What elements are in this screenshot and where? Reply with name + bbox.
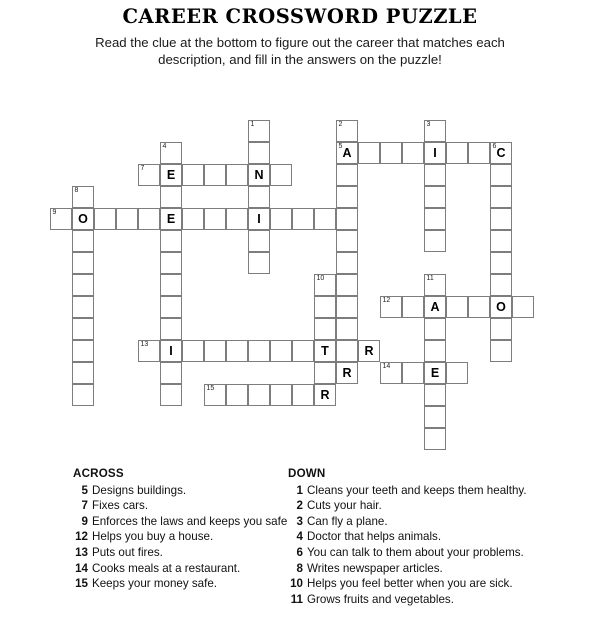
crossword-cell[interactable] bbox=[336, 296, 358, 318]
crossword-cell[interactable] bbox=[424, 384, 446, 406]
crossword-cell[interactable] bbox=[336, 252, 358, 274]
crossword-cell[interactable] bbox=[314, 362, 336, 384]
crossword-cell[interactable] bbox=[160, 142, 182, 164]
crossword-cell[interactable] bbox=[160, 208, 182, 230]
clue-text: Doctor that helps animals. bbox=[307, 530, 442, 544]
crossword-cell[interactable] bbox=[424, 318, 446, 340]
crossword-cell[interactable] bbox=[424, 230, 446, 252]
clue-text: Keeps your money safe. bbox=[92, 577, 218, 591]
crossword-cell[interactable] bbox=[402, 142, 424, 164]
clue-item[interactable] bbox=[288, 592, 568, 608]
cell-letter: E bbox=[430, 366, 440, 380]
clue-number: 10 bbox=[290, 577, 303, 591]
crossword-cell[interactable] bbox=[446, 142, 468, 164]
crossword-cell[interactable] bbox=[424, 406, 446, 428]
cell-letter: O bbox=[78, 212, 88, 226]
crossword-cell[interactable] bbox=[182, 164, 204, 186]
crossword-cell[interactable] bbox=[446, 362, 468, 384]
across-heading: ACROSS bbox=[73, 467, 124, 480]
crossword-cell[interactable] bbox=[248, 142, 270, 164]
clue-number: 7 bbox=[81, 499, 88, 513]
crossword-cell[interactable] bbox=[270, 164, 292, 186]
clue-number: 4 bbox=[296, 530, 303, 544]
crossword-cell[interactable] bbox=[226, 384, 248, 406]
crossword-cell[interactable] bbox=[138, 340, 160, 362]
crossword-cell[interactable] bbox=[94, 208, 116, 230]
crossword-cell[interactable] bbox=[490, 142, 512, 164]
crossword-cell[interactable] bbox=[248, 164, 270, 186]
clue-item[interactable] bbox=[288, 561, 568, 577]
crossword-cell[interactable] bbox=[160, 318, 182, 340]
crossword-cell[interactable] bbox=[292, 340, 314, 362]
crossword-cell[interactable] bbox=[336, 230, 358, 252]
cell-letter: I bbox=[169, 344, 173, 358]
clue-text: Cuts your hair. bbox=[307, 499, 382, 513]
cell-number: 7 bbox=[140, 165, 145, 172]
clue-text: Helps you buy a house. bbox=[92, 530, 214, 544]
clue-number: 15 bbox=[75, 577, 88, 591]
clue-item[interactable] bbox=[288, 498, 568, 514]
crossword-cell[interactable] bbox=[248, 340, 270, 362]
cell-number: 2 bbox=[338, 121, 343, 128]
cell-letter: A bbox=[430, 300, 440, 314]
crossword-cell[interactable] bbox=[380, 362, 402, 384]
crossword-cell[interactable] bbox=[160, 340, 182, 362]
crossword-cell[interactable] bbox=[204, 208, 226, 230]
clue-text: Enforces the laws and keeps you safe bbox=[92, 514, 288, 528]
crossword-cell[interactable] bbox=[424, 186, 446, 208]
crossword-cell[interactable] bbox=[182, 340, 204, 362]
instructions-text: Read the clue at the bottom to figure out the career that matches each description, and fill in the answers on the puzzle! bbox=[95, 35, 505, 67]
across-clue-list bbox=[73, 483, 288, 592]
crossword-cell[interactable] bbox=[336, 142, 358, 164]
crossword-cell[interactable] bbox=[270, 208, 292, 230]
crossword-cell[interactable] bbox=[314, 208, 336, 230]
crossword-cell[interactable] bbox=[72, 274, 94, 296]
crossword-cell[interactable] bbox=[490, 252, 512, 274]
crossword-cell[interactable] bbox=[314, 384, 336, 406]
crossword-cell[interactable] bbox=[314, 340, 336, 362]
cell-letter: E bbox=[166, 168, 176, 182]
clue-text: Writes newspaper articles. bbox=[307, 561, 443, 575]
crossword-cell[interactable] bbox=[50, 208, 72, 230]
clue-number: 8 bbox=[296, 561, 303, 575]
crossword-cell[interactable] bbox=[358, 340, 380, 362]
cell-number: 13 bbox=[140, 341, 149, 348]
clue-number: 1 bbox=[296, 483, 303, 497]
cell-number: 15 bbox=[206, 385, 215, 392]
clue-item[interactable] bbox=[73, 483, 288, 499]
crossword-cell[interactable] bbox=[490, 164, 512, 186]
clue-item[interactable] bbox=[73, 514, 288, 530]
clue-number: 11 bbox=[290, 592, 303, 606]
crossword-cell[interactable] bbox=[248, 230, 270, 252]
crossword-cell[interactable] bbox=[358, 142, 380, 164]
crossword-cell[interactable] bbox=[402, 296, 424, 318]
clue-number: 6 bbox=[296, 545, 303, 559]
cell-letter: I bbox=[433, 146, 437, 160]
clue-text: Fixes cars. bbox=[92, 499, 149, 513]
crossword-cell[interactable] bbox=[72, 230, 94, 252]
puzzle-header bbox=[0, 0, 600, 68]
down-clues-column bbox=[288, 466, 568, 607]
crossword-cell[interactable] bbox=[468, 296, 490, 318]
crossword-cell[interactable] bbox=[72, 362, 94, 384]
crossword-cell[interactable] bbox=[72, 186, 94, 208]
cell-letter: A bbox=[342, 146, 352, 160]
crossword-cell[interactable] bbox=[424, 362, 446, 384]
crossword-cell[interactable] bbox=[270, 340, 292, 362]
crossword-cell[interactable] bbox=[490, 186, 512, 208]
crossword-cell[interactable] bbox=[424, 208, 446, 230]
crossword-cell[interactable] bbox=[138, 164, 160, 186]
crossword-cell[interactable] bbox=[490, 340, 512, 362]
crossword-cell[interactable] bbox=[380, 296, 402, 318]
crossword-cell[interactable] bbox=[160, 362, 182, 384]
cell-number: 6 bbox=[492, 143, 497, 150]
cell-letter: O bbox=[496, 300, 506, 314]
crossword-cell[interactable] bbox=[160, 274, 182, 296]
crossword-cell[interactable] bbox=[292, 208, 314, 230]
down-clue-list bbox=[288, 483, 568, 608]
cell-number: 3 bbox=[426, 121, 431, 128]
crossword-cell[interactable] bbox=[226, 164, 248, 186]
crossword-cell[interactable] bbox=[336, 186, 358, 208]
crossword-cell[interactable] bbox=[336, 164, 358, 186]
crossword-cell[interactable] bbox=[314, 318, 336, 340]
crossword-cell[interactable] bbox=[424, 274, 446, 296]
crossword-cell[interactable] bbox=[336, 318, 358, 340]
clue-item[interactable] bbox=[288, 514, 568, 530]
crossword-cell[interactable] bbox=[72, 384, 94, 406]
clue-text: Designs buildings. bbox=[92, 483, 187, 497]
crossword-cell[interactable] bbox=[116, 208, 138, 230]
clue-number: 2 bbox=[296, 499, 303, 513]
crossword-cell[interactable] bbox=[402, 362, 424, 384]
crossword-cell[interactable] bbox=[72, 208, 94, 230]
clue-item[interactable] bbox=[288, 576, 568, 592]
cell-number: 12 bbox=[382, 297, 391, 304]
clue-number: 12 bbox=[75, 530, 88, 544]
cell-number: 10 bbox=[316, 275, 325, 282]
clue-text: Cleans your teeth and keeps them healthy. bbox=[307, 483, 527, 497]
crossword-cell[interactable] bbox=[226, 208, 248, 230]
cell-letter: T bbox=[321, 344, 329, 358]
crossword-cell[interactable] bbox=[72, 340, 94, 362]
clue-text: Helps you feel better when you are sick. bbox=[307, 577, 513, 591]
cell-letter: R bbox=[320, 388, 330, 402]
crossword-cell[interactable] bbox=[336, 120, 358, 142]
crossword-cell[interactable] bbox=[160, 252, 182, 274]
cell-letter: C bbox=[496, 146, 506, 160]
cell-letter: R bbox=[342, 366, 352, 380]
clue-item[interactable] bbox=[73, 561, 288, 577]
crossword-cell[interactable] bbox=[204, 164, 226, 186]
crossword-cell[interactable] bbox=[72, 296, 94, 318]
crossword-cell[interactable] bbox=[336, 362, 358, 384]
crossword-cell[interactable] bbox=[490, 230, 512, 252]
crossword-cell[interactable] bbox=[446, 296, 468, 318]
across-clues-column bbox=[73, 466, 288, 607]
crossword-cell[interactable] bbox=[160, 186, 182, 208]
crossword-cell[interactable] bbox=[204, 384, 226, 406]
crossword-cell[interactable] bbox=[336, 274, 358, 296]
crossword-cell[interactable] bbox=[424, 296, 446, 318]
cell-number: 1 bbox=[250, 121, 255, 128]
clue-item[interactable] bbox=[288, 545, 568, 561]
cell-letter: E bbox=[166, 212, 176, 226]
crossword-grid[interactable] bbox=[0, 110, 600, 430]
crossword-cell[interactable] bbox=[468, 142, 490, 164]
clue-item[interactable] bbox=[288, 483, 568, 499]
clue-number: 5 bbox=[81, 483, 88, 497]
clues-section bbox=[0, 466, 600, 607]
crossword-cell[interactable] bbox=[160, 164, 182, 186]
clue-number: 14 bbox=[75, 561, 88, 575]
crossword-cell[interactable] bbox=[424, 142, 446, 164]
crossword-cell[interactable] bbox=[336, 208, 358, 230]
page-title: CAREER CROSSWORD PUZZLE bbox=[122, 5, 478, 28]
crossword-cell[interactable] bbox=[182, 208, 204, 230]
crossword-cell[interactable] bbox=[314, 296, 336, 318]
cell-letter: N bbox=[254, 168, 264, 182]
crossword-cell[interactable] bbox=[490, 318, 512, 340]
down-heading: DOWN bbox=[288, 467, 326, 480]
crossword-cell[interactable] bbox=[226, 340, 248, 362]
crossword-cell[interactable] bbox=[380, 142, 402, 164]
clue-item[interactable] bbox=[288, 529, 568, 545]
crossword-cell[interactable] bbox=[424, 120, 446, 142]
clue-text: Puts out fires. bbox=[92, 545, 163, 559]
clue-text: Cooks meals at a restaurant. bbox=[92, 561, 241, 575]
crossword-cell[interactable] bbox=[248, 384, 270, 406]
crossword-cell[interactable] bbox=[248, 252, 270, 274]
crossword-cell[interactable] bbox=[248, 120, 270, 142]
clue-text: Can fly a plane. bbox=[307, 514, 388, 528]
clue-text: Grows fruits and vegetables. bbox=[307, 592, 454, 606]
crossword-cell[interactable] bbox=[204, 340, 226, 362]
crossword-cell[interactable] bbox=[160, 384, 182, 406]
crossword-cell[interactable] bbox=[72, 252, 94, 274]
crossword-cell[interactable] bbox=[314, 274, 336, 296]
clue-text: You can talk to them about your problems. bbox=[307, 545, 524, 559]
crossword-cell[interactable] bbox=[490, 208, 512, 230]
crossword-cell[interactable] bbox=[292, 384, 314, 406]
crossword-cell[interactable] bbox=[160, 296, 182, 318]
crossword-cell[interactable] bbox=[270, 384, 292, 406]
cell-number: 8 bbox=[74, 187, 79, 194]
clue-number: 9 bbox=[81, 514, 88, 528]
crossword-cell[interactable] bbox=[248, 186, 270, 208]
crossword-cell[interactable] bbox=[424, 164, 446, 186]
crossword-cell[interactable] bbox=[424, 340, 446, 362]
crossword-cell[interactable] bbox=[248, 208, 270, 230]
clue-number: 13 bbox=[75, 545, 88, 559]
crossword-cell[interactable] bbox=[490, 274, 512, 296]
clue-item[interactable] bbox=[73, 498, 288, 514]
cell-number: 5 bbox=[338, 143, 343, 150]
cell-letter: R bbox=[364, 344, 374, 358]
cell-number: 9 bbox=[52, 209, 57, 216]
crossword-cell[interactable] bbox=[512, 296, 534, 318]
crossword-cell[interactable] bbox=[138, 208, 160, 230]
cell-letter: I bbox=[257, 212, 261, 226]
cell-number: 4 bbox=[162, 143, 167, 150]
clue-item[interactable] bbox=[73, 545, 288, 561]
crossword-cell[interactable] bbox=[160, 230, 182, 252]
crossword-cell[interactable] bbox=[72, 318, 94, 340]
cell-number: 11 bbox=[426, 275, 434, 282]
crossword-cell[interactable] bbox=[336, 340, 358, 362]
clue-number: 3 bbox=[296, 514, 303, 528]
crossword-cell[interactable] bbox=[490, 296, 512, 318]
crossword-cell[interactable] bbox=[424, 428, 446, 450]
clue-item[interactable] bbox=[73, 576, 288, 592]
cell-number: 14 bbox=[382, 363, 391, 370]
clue-item[interactable] bbox=[73, 529, 288, 545]
